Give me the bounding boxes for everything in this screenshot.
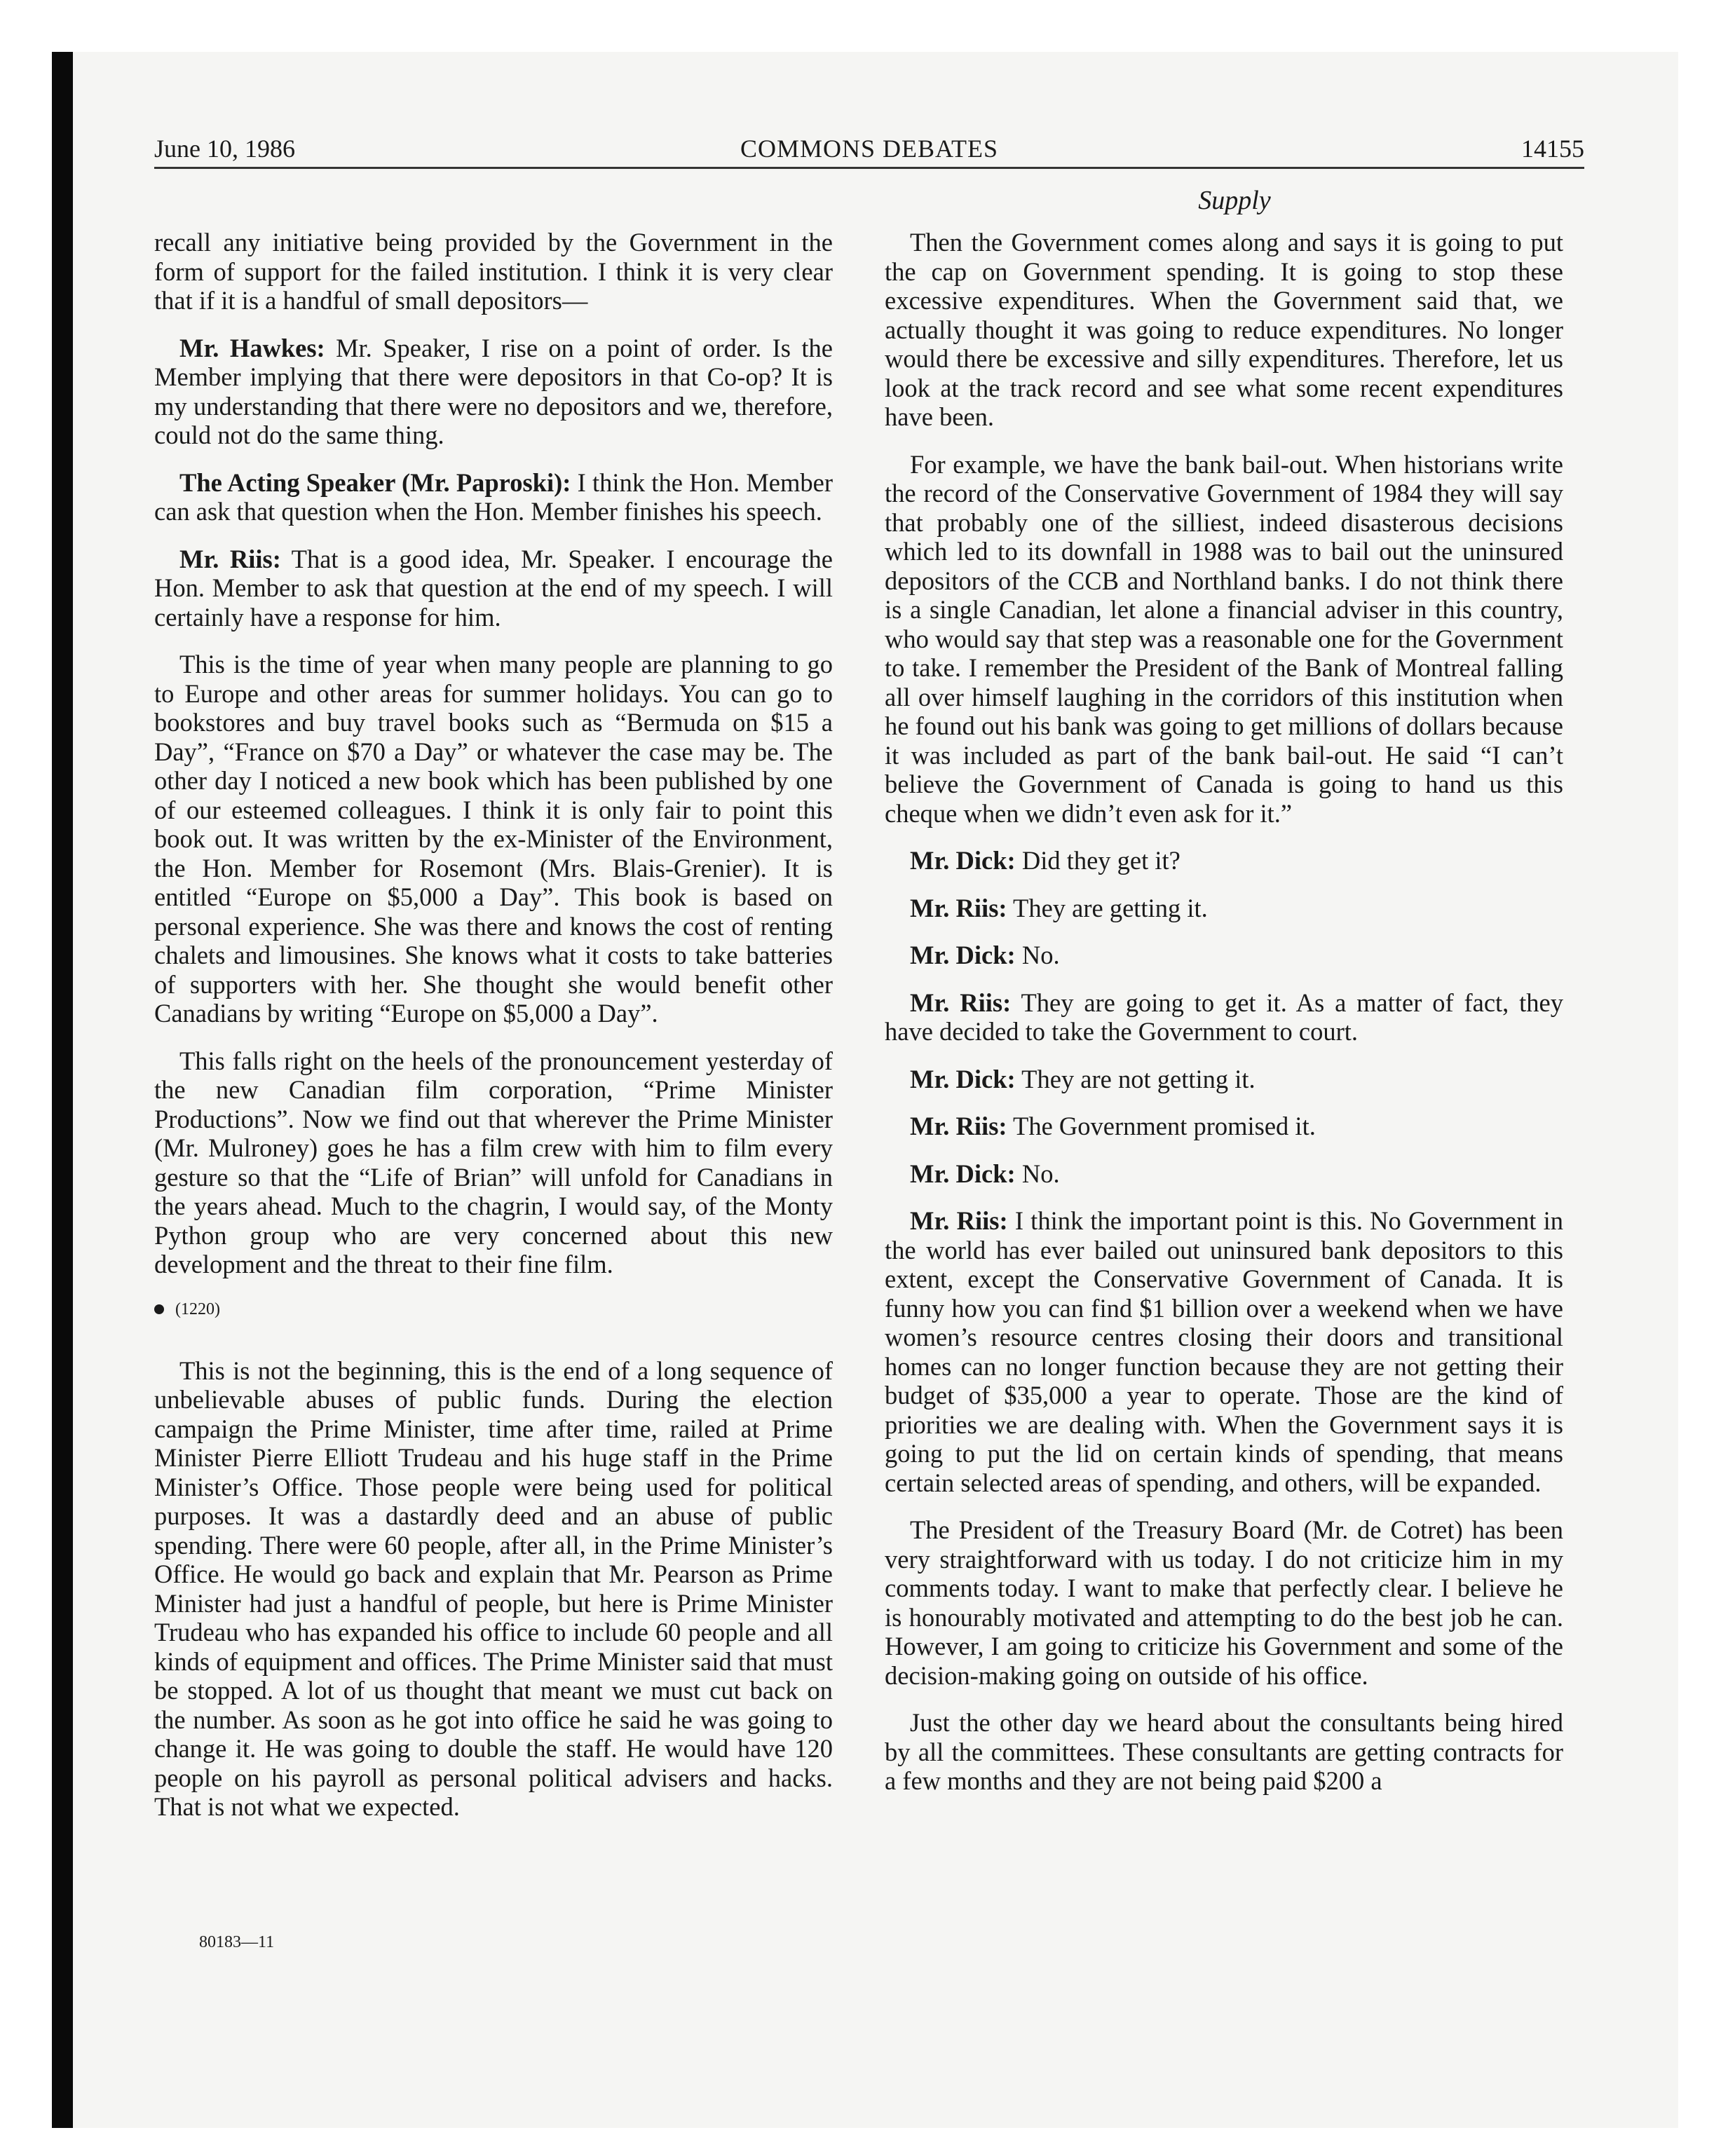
speech-text: They are going to get it. As a matter of fact, they have decided to take the Government to court.: [885, 988, 1563, 1046]
speech-text: That is a good idea, Mr. Speaker. I encourage the Hon. Member to ask that question at the end of my speech. I will certainly have a response for him.: [154, 544, 834, 632]
paragraph: This is not the beginning, this is the end of a long sequence of unbelievable abuses of public funds. During the election campaign the Prime Minister, time after time, railed at Prime Minister Pierre Elliott Trudeau and his huge staff in the Prime Minister’s Office. Those people were being used for political purposes. It was a dastardly deed and an abuse of public spending. There were 60 people, after all, in the Prime Minister’s Office. He would go back and explain that Mr. Pearson as Prime Minister had just a handful of people, but here is Prime Minister Trudeau who has expanded his office to include 60 people and all kinds of equipment and offices. The Prime Minister said that must be stopped. A lot of us thought that meant we must cut back on the number. As soon as he got into office he said he was going to change it. He was going to double the staff. He would have 120 people on his payroll as personal political advisers and hacks. That is not what we expected.: [154, 1356, 833, 1821]
speaker-paragraph: [885, 988, 1563, 1046]
speaker-paragraph: [885, 894, 1563, 923]
header-date: June 10, 1986: [154, 135, 295, 163]
speaker-paragraph: [885, 1065, 1563, 1094]
speaker-name: Mr. Dick:: [910, 941, 1016, 969]
speech-text: They are not getting it.: [1015, 1064, 1256, 1093]
speaker-paragraph: [885, 1112, 1563, 1141]
speaker-name: Mr. Hawkes:: [179, 333, 325, 362]
header-page-number: 14155: [1521, 135, 1584, 163]
footer-code: 80183—11: [199, 1933, 275, 1951]
scan-edge-bar: [52, 52, 73, 2128]
section-label: Supply: [1198, 186, 1271, 215]
time-marker: [154, 1297, 833, 1321]
paragraph: This is the time of year when many people are planning to go to Europe and other areas for summer holidays. You can go to bookstores and buy travel books such as “Bermuda on $15 a Day”, “France on $70 a Day” or whatever the case may be. The other day I noticed a new book which has been published by one of our esteemed colleagues. I think it is only fair to point this book out. It was written by the ex-Minister of the Environment, the Hon. Member for Rosemont (Mrs. Blais-Grenier). It is entitled “Europe on $5,000 a Day”. This book is based on personal experience. She was there and knows the cost of renting chalets and limousines. She knows what it costs to take batteries of supporters with her. She thought she would benefit other Canadians by writing “Europe on $5,000 a Day”.: [154, 650, 833, 1028]
paragraph: The President of the Treasury Board (Mr. de Cotret) has been very straightforward with us today. I do not criticize him in my comments today. I want to make that perfectly clear. I believe he is honourably motivated and attempting to do the best job he can. However, I am going to criticize his Government and some of the decision-making going on outside of his office.: [885, 1515, 1563, 1690]
speaker-paragraph: [154, 545, 833, 632]
running-header: [154, 132, 1584, 165]
speech-text: No.: [1015, 1159, 1060, 1188]
speech-text: Did they get it?: [1015, 846, 1181, 875]
speaker-name: Mr. Riis:: [910, 893, 1007, 922]
speaker-paragraph: [885, 1159, 1563, 1189]
speaker-paragraph: [154, 468, 833, 526]
speaker-paragraph: [885, 846, 1563, 875]
speaker-name: Mr. Dick:: [910, 1159, 1016, 1188]
paragraph: For example, we have the bank bail-out. When historians write the record of the Conservative Government of 1984 they will say that probably one of the silliest, indeed disasterous decisions which led to its downfall in 1988 was to bail out the uninsured depositors of the CCB and Northland banks. I do not think there is a single Canadian, let alone a financial adviser in this country, who would say that step was a reasonable one for the Government to take. I remember the President of the Bank of Montreal falling all over himself laughing in the corridors of this institution when he found out his bank was going to get millions of dollars because it was included as part of the bank bail-out. He said “I can’t believe the Government of Canada is going to hand us this cheque when we didn’t even ask for it.”: [885, 449, 1563, 828]
time-marker-text: (1220): [175, 1299, 220, 1318]
speech-text: They are getting it.: [1007, 893, 1208, 922]
speech-text: No.: [1015, 941, 1060, 969]
paragraph: Just the other day we heard about the consultants being hired by all the committees. These consultants are getting contracts for a few months and they are not being paid $200 a: [885, 1708, 1563, 1795]
speaker-name: Mr. Dick:: [910, 846, 1016, 875]
speech-text: I think the important point is this. No Government in the world has ever bailed out uninsured bank depositors to this extent, except the Conservative Government of Canada. It is funny how you can find $1 billion over a weekend when we have women’s resource centres closing their doors and transitional homes can no longer function because they are not getting their budget of $35,000 a year to operate. Those are the kind of priorities we are dealing with. When the Government says it is going to put the lid on certain kinds of spending, that means certain selected areas of spending, and others, will be expanded.: [885, 1206, 1563, 1497]
paragraph: recall any initiative being provided by the Government in the form of support for the failed institution. I think it is very clear that if it is a handful of small depositors—: [154, 228, 833, 315]
speaker-paragraph: [154, 334, 833, 450]
speaker-name: Mr. Riis:: [910, 1206, 1008, 1235]
speech-text: The Government promised it.: [1007, 1112, 1316, 1140]
bullet-icon: [154, 1304, 164, 1314]
speech-text: I think the Hon. Member can ask that question when the Hon. Member finishes his speech.: [154, 468, 833, 526]
speaker-name: Mr. Riis:: [179, 544, 281, 573]
speaker-name: Mr. Dick:: [910, 1064, 1016, 1093]
left-column: [154, 228, 833, 1840]
paragraph: This falls right on the heels of the pronouncement yesterday of the new Canadian film corporation, “Prime Minister Productions”. Now we find out that wherever the Prime Minister (Mr. Mulroney) goes he has a film crew with him to film every gesture so that the “Life of Brian” will unfold for Canadians in the years ahead. Much to the chagrin, I would say, of the Monty Python group who are very concerned about this new development and the threat to their fine film.: [154, 1046, 833, 1278]
speaker-paragraph: [885, 941, 1563, 970]
speech-text: Mr. Speaker, I rise on a point of order. Is the Member implying that there were depositors in that Co-op? It is my understanding that there were no depositors and we, therefore, could not do the same thing.: [154, 333, 833, 449]
speaker-paragraph: [885, 1206, 1563, 1497]
paragraph: Then the Government comes along and says it is going to put the cap on Government spending. It is going to stop these excessive expenditures. When the Government said that, we actually thought it was going to reduce expenditures. No longer would there be excessive and silly expenditures. Therefore, let us look at the track record and see what some recent expenditures have been.: [885, 228, 1563, 431]
speaker-name: Mr. Riis:: [910, 988, 1012, 1017]
header-title: COMMONS DEBATES: [740, 135, 999, 163]
right-column: [885, 228, 1563, 1814]
speaker-name: The Acting Speaker (Mr. Paproski):: [179, 468, 571, 497]
header-rule: [154, 167, 1584, 169]
speaker-name: Mr. Riis:: [910, 1112, 1007, 1140]
